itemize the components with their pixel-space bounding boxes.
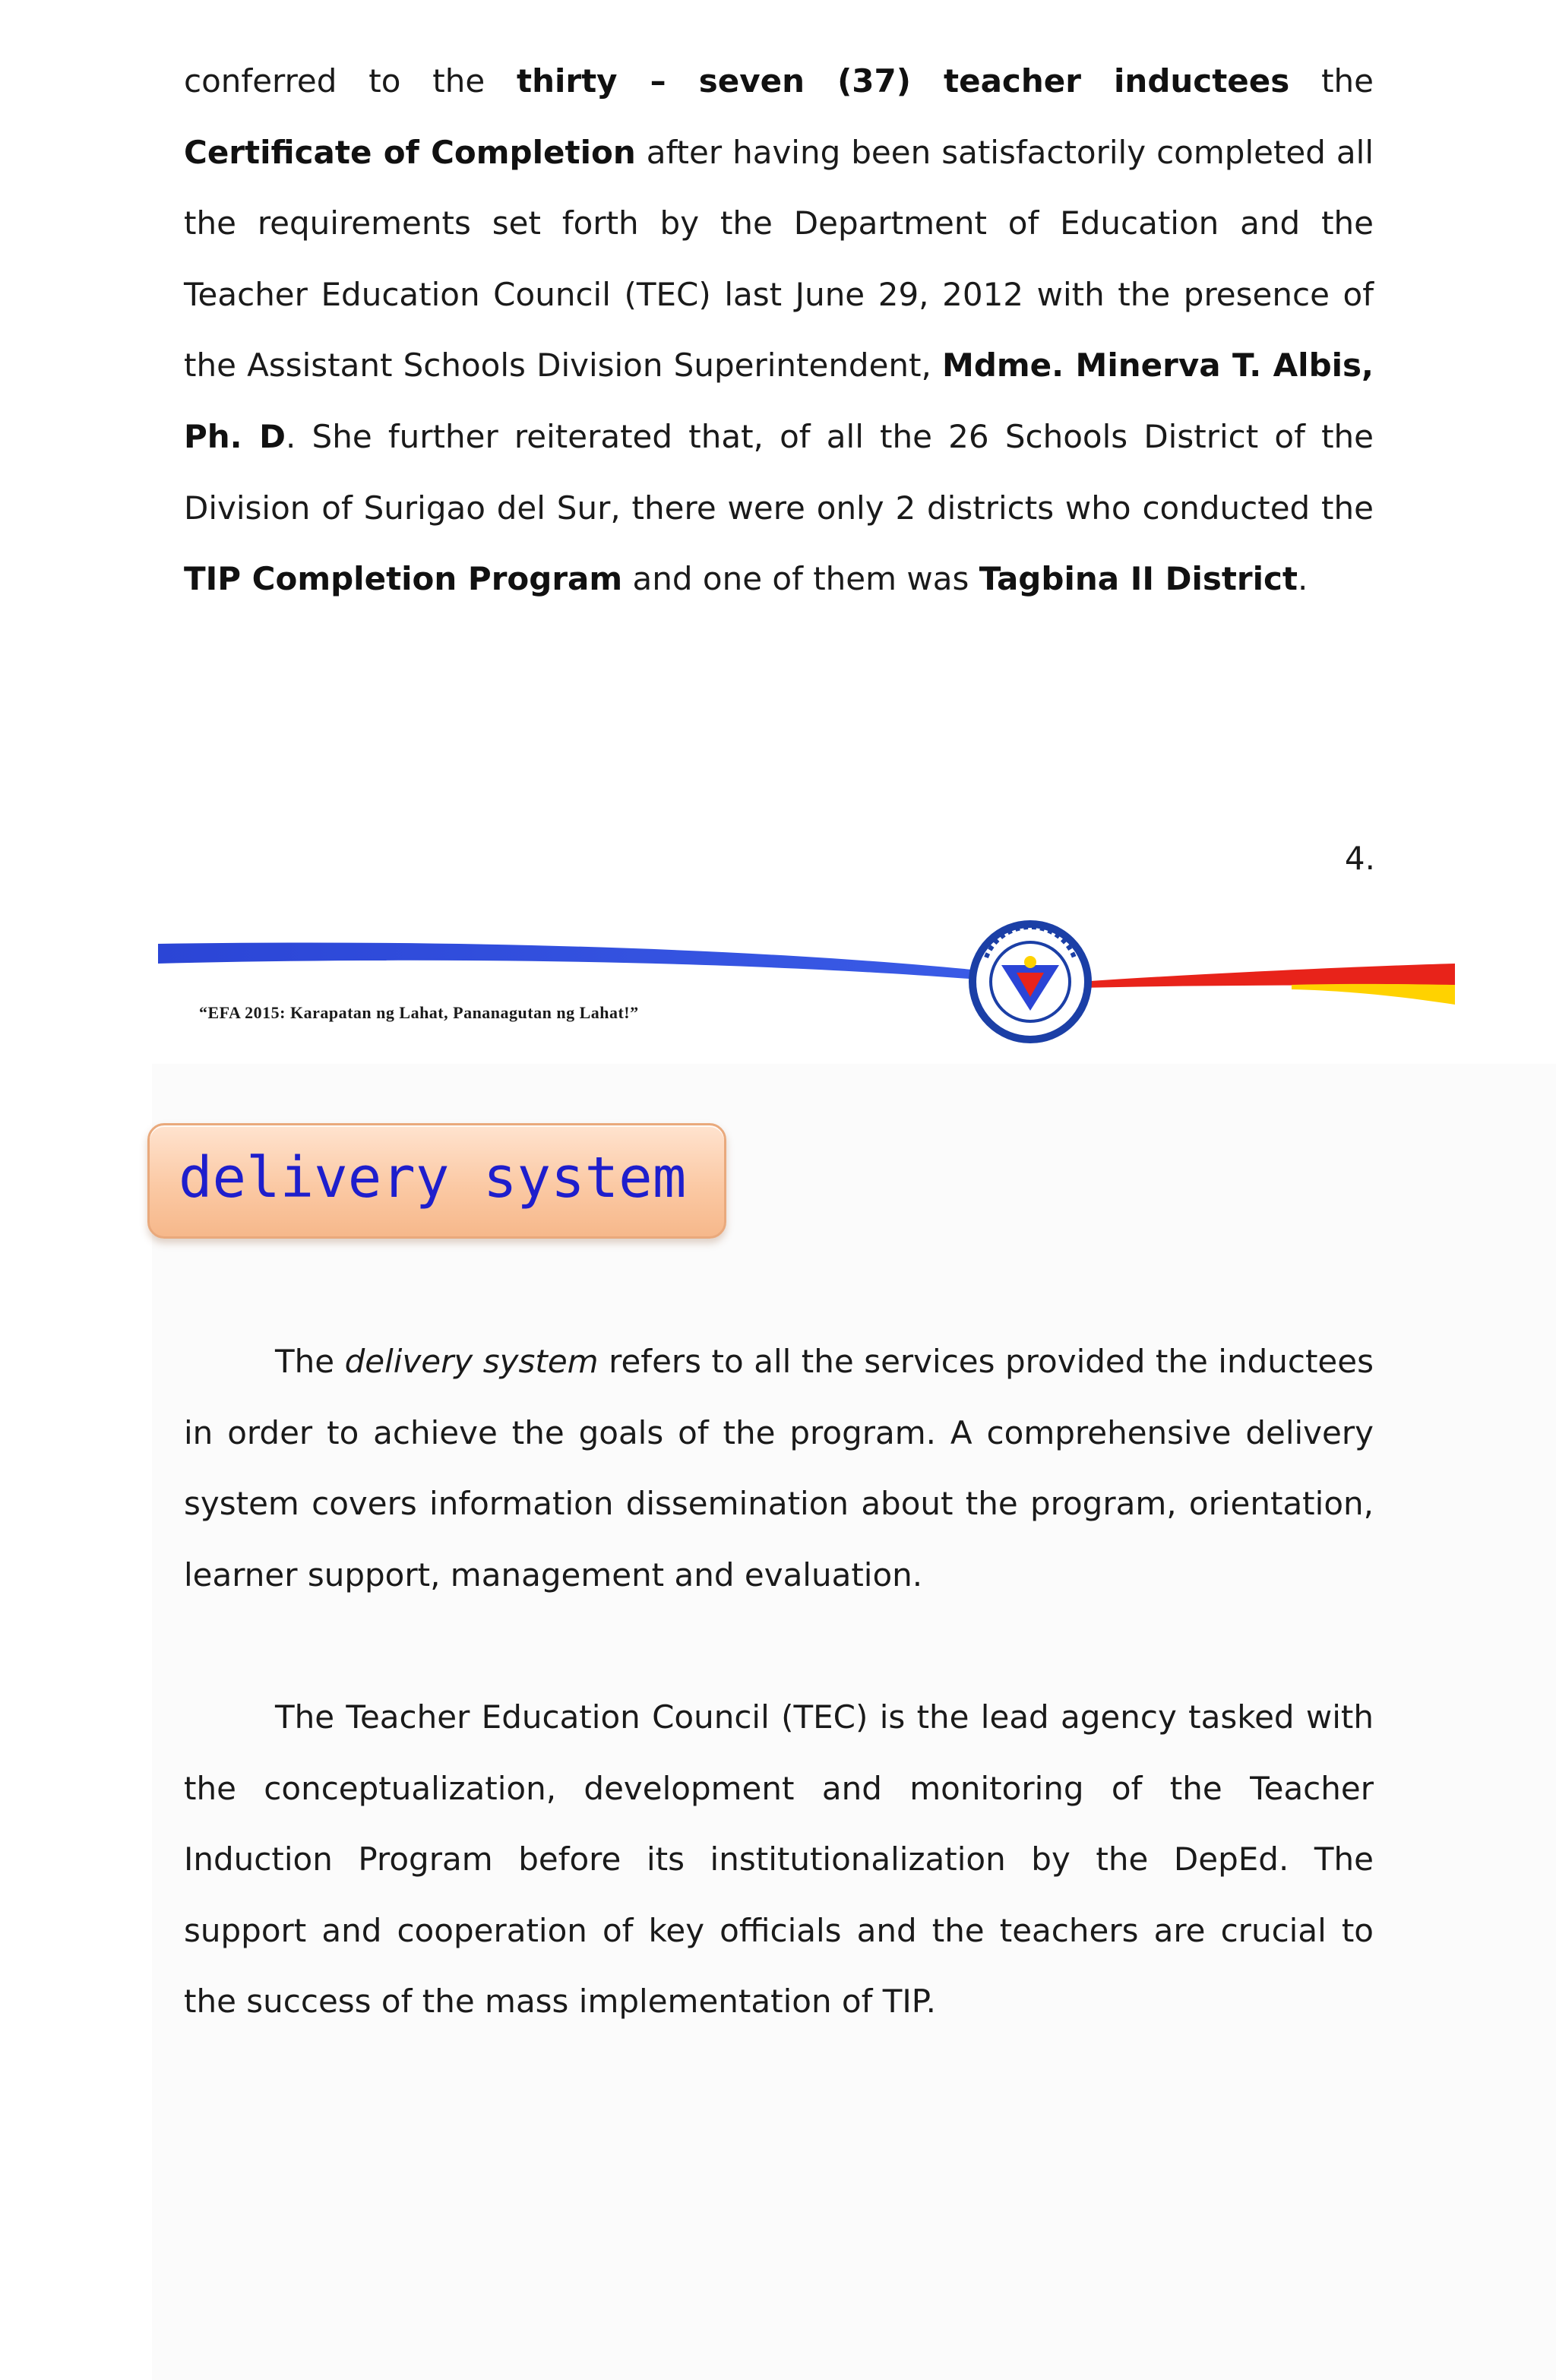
deped-seal-icon [972, 924, 1088, 1040]
bold-inductees: thirty – seven (37) teacher inductees [517, 62, 1290, 100]
footer-decoration [0, 912, 1556, 1064]
text-run: the [1289, 62, 1374, 100]
page-number: 4. [1344, 840, 1375, 877]
text-run: and one of them was [622, 560, 979, 598]
text-run: after having been satisfactorily completed all the requirements set forth by the Department of Education and the Teacher Education Council (TEC) last June 29, 2012 with the presence of the Assistant Schools Division Superintendent, [184, 133, 1374, 385]
footer-motto: “EFA 2015: Karapatan ng Lahat, Pananagutan ng Lahat!” [199, 1003, 639, 1022]
section-heading: delivery system [179, 1145, 687, 1211]
bold-district-name: Tagbina II District [979, 560, 1298, 598]
bold-superintendent-name: Mdme. Minerva T. Albis, Ph. D [184, 347, 1374, 455]
bold-tip-program: TIP Completion Program [184, 560, 623, 598]
blue-band [158, 943, 988, 981]
section-heading-badge [147, 1123, 726, 1239]
text-run: The Teacher Education Council (TEC) is the lead agency tasked with the conceptualization, development and monitoring of the Teacher Induction Program before its institutionalization by the DepEd. The support and cooperation of key officials and the teachers are crucial to the success of the mass implementation of TIP. [184, 1698, 1374, 2021]
text-run: . [1298, 560, 1308, 598]
italic-delivery-system: delivery system [344, 1343, 599, 1380]
paragraph-delivery-system [184, 1326, 1374, 1610]
bold-certificate: Certificate of Completion [184, 133, 636, 171]
text-run: The [275, 1343, 345, 1380]
text-run: . She further reiterated that, of all the 26 Schools District of the Division of Surigao del Sur, there were only 2 districts who conducted the [184, 417, 1374, 527]
paragraph-tec-lead-agency [184, 1682, 1374, 2037]
text-run: conferred to the [184, 62, 517, 100]
text-run: refers to all the services provided the inductees in order to achieve the goals of the program. A comprehensive delivery system covers information dissemination about the program, orientation, learner support, management and evaluation. [184, 1343, 1374, 1594]
yellow-band [1292, 984, 1455, 1005]
paragraph-certificate-completion [184, 46, 1374, 615]
